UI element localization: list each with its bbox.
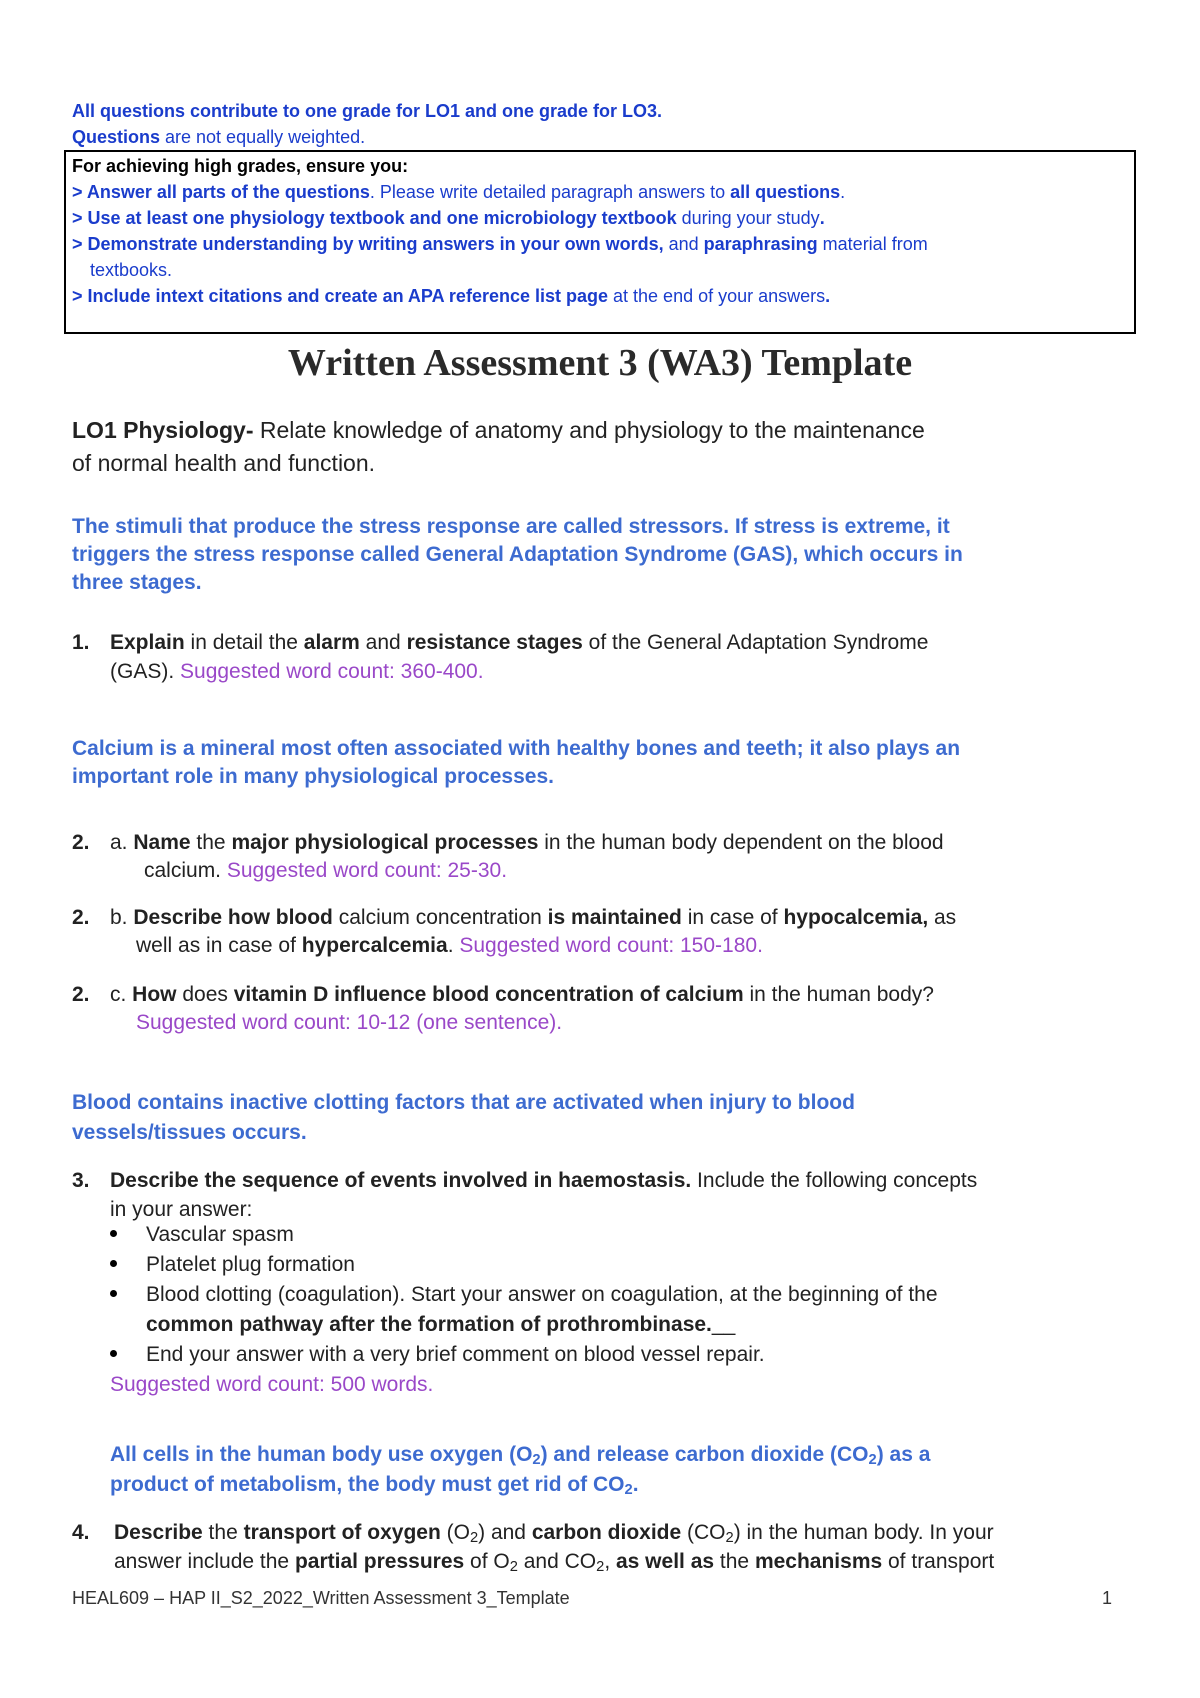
- guidance-item-1: > Answer all parts of the questions. Please write detailed paragraph answers to all questions.: [72, 182, 846, 202]
- question-1-number: 1.: [72, 631, 90, 654]
- question-3-bullet-2: Platelet plug formation: [146, 1253, 355, 1276]
- page-number: 1: [1101, 1588, 1112, 1608]
- word-count: Suggested word count: 150-180.: [459, 934, 763, 957]
- page-footer: HEAL609 – HAP II_S2_2022_Written Assessment 3_Template: [72, 1588, 570, 1608]
- question-1-line-2: (GAS). Suggested word count: 360-400.: [110, 660, 484, 683]
- word-count: Suggested word count: 500 words.: [110, 1373, 434, 1396]
- question-2a-line-1: a. Name the major physiological processes in the human body dependent on the blood: [110, 831, 944, 854]
- bullet-icon: [110, 1230, 117, 1237]
- question-3-number: 3.: [72, 1169, 90, 1192]
- intro-line-2: Questions are not equally weighted.: [72, 127, 366, 147]
- question-2b-line-1: b. Describe how blood calcium concentration is maintained in case of hypocalcemia, as: [110, 906, 957, 929]
- question-4-number: 4.: [72, 1521, 90, 1544]
- question-1-line-1: Explain in detail the alarm and resistance stages of the General Adaptation Syndrome: [110, 631, 929, 654]
- guidance-item-4: > Include intext citations and create an APA reference list page at the end of your answers.: [72, 286, 831, 306]
- lo1-heading-line-2: of normal health and function.: [72, 450, 376, 476]
- question-2c-number: 2.: [72, 983, 90, 1006]
- bullet-icon: [110, 1350, 117, 1357]
- bullet-icon: [110, 1260, 117, 1267]
- question-3-bullet-4: End your answer with a very brief comment on blood vessel repair.: [146, 1343, 765, 1366]
- word-count: Suggested word count: 25-30.: [226, 859, 508, 882]
- context-stress-line-1: The stimuli that produce the stress response are called stressors. If stress is extreme, it: [72, 515, 950, 538]
- guidance-item-3: > Demonstrate understanding by writing answers in your own words, and paraphrasing material from: [72, 234, 928, 254]
- bullet-icon: [110, 1290, 117, 1297]
- word-count: Suggested word count: 360-400.: [180, 660, 484, 683]
- guidance-heading: For achieving high grades, ensure you:: [72, 156, 409, 176]
- question-3-bullet-3: Blood clotting (coagulation). Start your answer on coagulation, at the beginning of the: [146, 1283, 938, 1306]
- question-3-line-2: in your answer:: [110, 1198, 253, 1221]
- context-stress-line-3: three stages.: [72, 571, 202, 594]
- context-calcium-line-1: Calcium is a mineral most often associated with healthy bones and teeth; it also plays an: [72, 737, 961, 760]
- question-2b-line-2: well as in case of hypercalcemia. Suggested word count: 150-180.: [136, 934, 763, 957]
- context-gas-line-1: All cells in the human body use oxygen $(O_2)$ and release carbon dioxide $(CO_2)$ as a: [110, 1443, 931, 1468]
- context-clotting-line-2: vessels/tissues occurs.: [72, 1121, 307, 1144]
- context-calcium-line-2: important role in many physiological processes.: [72, 765, 554, 788]
- question-2c-line-1: c. How does vitamin D influence blood concentration of calcium in the human body?: [110, 983, 934, 1006]
- word-count: Suggested word count: 10-12 (one sentence).: [136, 1011, 563, 1034]
- question-2b-number: 2.: [72, 906, 90, 929]
- question-4-line-2: answer include the partial pressures of $O_2$ and $CO_2$, as well as the mechanisms of transport: [114, 1550, 995, 1575]
- question-2a-number: 2.: [72, 831, 90, 854]
- context-gas-line-2: product of metabolism, the body must get rid of $CO_2$.: [110, 1473, 639, 1498]
- question-3-line-1: Describe the sequence of events involved in haemostasis. Include the following concepts: [110, 1169, 978, 1192]
- lo1-heading-line-1: LO1 Physiology- Relate knowledge of anatomy and physiology to the maintenance: [72, 417, 925, 443]
- guidance-item-3-continued: textbooks.: [90, 260, 173, 280]
- question-2a-line-2: calcium. Suggested word count: 25-30.: [144, 859, 508, 882]
- page-title: Written Assessment 3 (WA3) Template: [287, 342, 913, 384]
- intro-line-1: All questions contribute to one grade for LO1 and one grade for LO3.: [72, 101, 663, 121]
- context-stress-line-2: triggers the stress response called General Adaptation Syndrome (GAS), which occurs in: [72, 543, 963, 566]
- question-3-bullet-3-continued: common pathway after the formation of prothrombinase.__: [146, 1313, 736, 1336]
- context-clotting-line-1: Blood contains inactive clotting factors that are activated when injury to blood: [72, 1091, 855, 1114]
- question-4-line-1: Describe the transport of oxygen $(O_2)$ and carbon dioxide $(CO_2)$ in the human body. In your: [114, 1521, 994, 1546]
- guidance-item-2: > Use at least one physiology textbook and one microbiology textbook during your study.: [72, 208, 825, 228]
- question-3-bullet-1: Vascular spasm: [146, 1223, 294, 1246]
